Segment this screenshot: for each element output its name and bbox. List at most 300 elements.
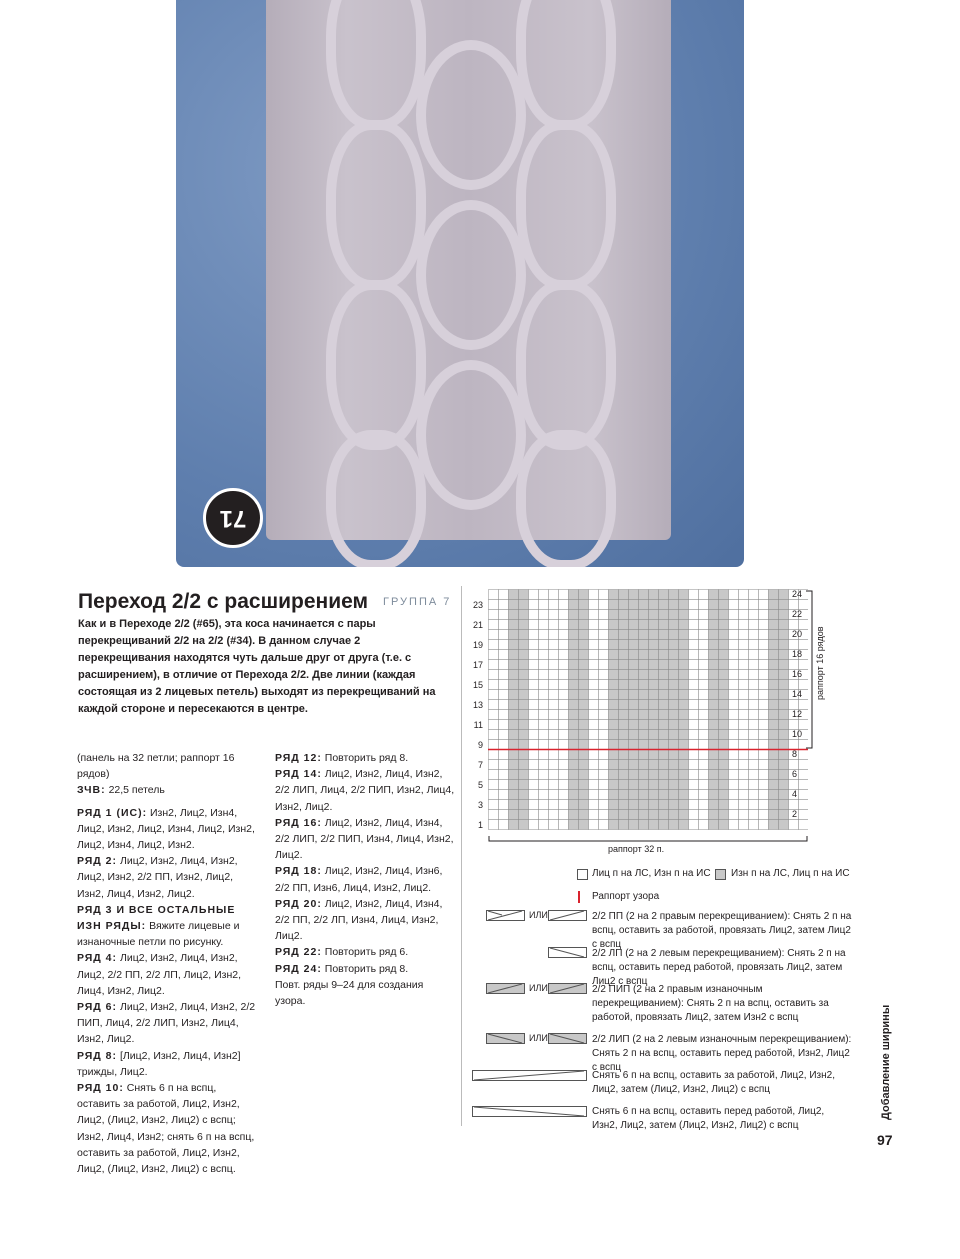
chart-cell	[509, 760, 519, 770]
chart-cell	[779, 690, 789, 700]
chart-cell	[709, 660, 719, 670]
chart-cell	[659, 820, 669, 830]
chart-cell	[769, 620, 779, 630]
chart-cell	[559, 740, 569, 750]
chart-cell	[779, 750, 789, 760]
chart-cell	[749, 710, 759, 720]
chart-cell	[569, 640, 579, 650]
chart-cell	[499, 680, 509, 690]
chart-cell	[549, 710, 559, 720]
chart-cell	[669, 760, 679, 770]
chart-cell	[659, 720, 669, 730]
chart-cell	[489, 680, 499, 690]
chart-cell	[539, 780, 549, 790]
column-divider	[461, 586, 462, 1126]
row-instruction: РЯД 24: Повторить ряд 8.	[275, 962, 409, 975]
chart-cell	[629, 670, 639, 680]
chart-cell	[589, 690, 599, 700]
chart-cell	[689, 670, 699, 680]
chart-cell	[679, 590, 689, 600]
chart-cell	[579, 640, 589, 650]
chart-cell	[549, 590, 559, 600]
chart-cell	[499, 660, 509, 670]
chart-cell	[659, 640, 669, 650]
chart-cell	[499, 740, 509, 750]
chart-cell	[779, 670, 789, 680]
chart-cell	[609, 600, 619, 610]
chart-cell	[769, 810, 779, 820]
chart-cell	[769, 730, 779, 740]
chart-cell	[709, 590, 719, 600]
chart-cell	[779, 780, 789, 790]
row-number: 17	[472, 660, 483, 670]
chart-cell	[729, 610, 739, 620]
chart-cell	[619, 650, 629, 660]
chart-cell	[509, 610, 519, 620]
chart-cell	[499, 760, 509, 770]
chart-cell	[629, 700, 639, 710]
chart-cell	[549, 650, 559, 660]
chart-cell	[629, 770, 639, 780]
chart-cell	[509, 800, 519, 810]
chart-cell	[519, 670, 529, 680]
chart-cell	[769, 750, 779, 760]
chart-cell	[609, 780, 619, 790]
cable-6-6-lc-icon	[472, 1106, 588, 1118]
chart-cell	[489, 600, 499, 610]
chart-cell	[579, 730, 589, 740]
chart-cell	[549, 610, 559, 620]
chart-cell	[729, 710, 739, 720]
chart-cell	[609, 720, 619, 730]
chart-cell	[649, 770, 659, 780]
row-number: 19	[472, 640, 483, 650]
chart-cell	[779, 800, 789, 810]
chart-cell	[519, 620, 529, 630]
legend-2-2-rc: 2/2 ПП (2 на 2 правым перекрещиванием): Снять 2 п на вспц, оставить за работой, провязать Лиц2, затем Лиц2 с вспц	[592, 911, 852, 950]
chart-cell	[629, 600, 639, 610]
chart-cell	[749, 640, 759, 650]
chart-cell	[519, 600, 529, 610]
repeat-32-stitches-label: раппорт 32 п.	[608, 844, 665, 854]
purl-symbol-icon	[715, 869, 726, 880]
chart-cell	[709, 700, 719, 710]
chart-cell	[579, 790, 589, 800]
chart-cell	[729, 660, 739, 670]
chart-cell	[759, 780, 769, 790]
chart-cell	[579, 720, 589, 730]
row-number: 15	[472, 680, 483, 690]
chart-cell	[499, 800, 509, 810]
chart-cell	[489, 750, 499, 760]
chart-cell	[489, 640, 499, 650]
cable-shape	[516, 280, 616, 450]
chart-cell	[519, 610, 529, 620]
chart-cell	[649, 740, 659, 750]
chart-cell	[589, 820, 599, 830]
chart-cell	[679, 670, 689, 680]
chart-cell	[709, 730, 719, 740]
chart-cell	[709, 620, 719, 630]
chart-cell	[659, 610, 669, 620]
chart-cell	[659, 770, 669, 780]
chart-cell	[629, 690, 639, 700]
chart-cell	[619, 690, 629, 700]
row-instruction: РЯД 1 (ИС): Изн2, Лиц2, Изн4, Лиц2, Изн2, Лиц2, Изн4, Лиц2, Изн2, Лиц2, Изн4, Лиц2, Изн2.	[77, 806, 255, 852]
chart-cell	[699, 800, 709, 810]
chart-cell	[739, 760, 749, 770]
chart-cell	[589, 660, 599, 670]
chart-cell	[719, 690, 729, 700]
chart-cell	[699, 780, 709, 790]
chart-cell	[489, 820, 499, 830]
chart-cell	[789, 780, 799, 790]
chart-cell	[509, 750, 519, 760]
chart-cell	[609, 730, 619, 740]
cable-shape	[326, 0, 426, 130]
chart-cell	[529, 660, 539, 670]
chart-cell	[759, 610, 769, 620]
chart-cell	[529, 800, 539, 810]
row-number: 12	[792, 709, 803, 719]
chart-cell	[739, 620, 749, 630]
chart-cell	[699, 680, 709, 690]
chart-cell	[769, 660, 779, 670]
chart-cell	[599, 750, 609, 760]
chart-cell	[659, 780, 669, 790]
chart-cell	[569, 780, 579, 790]
chart-cell	[589, 730, 599, 740]
chart-cell	[689, 700, 699, 710]
chart-cell	[569, 820, 579, 830]
chart-cell	[669, 730, 679, 740]
chart-cell	[729, 790, 739, 800]
chart-cell	[699, 710, 709, 720]
chart-cell	[669, 810, 679, 820]
chart-cell	[619, 630, 629, 640]
chart-cell	[559, 750, 569, 760]
chart-cell	[529, 770, 539, 780]
chart-cell	[619, 760, 629, 770]
chart-cell	[779, 740, 789, 750]
chart-cell	[699, 810, 709, 820]
chart-cell	[519, 590, 529, 600]
chart-cell	[739, 810, 749, 820]
row-instruction: РЯД 6: Лиц2, Изн2, Лиц4, Изн2, 2/2 ПИП, Лиц4, 2/2 ЛИП, Изн2, Лиц4, Изн2, Лиц2.	[77, 1001, 256, 1046]
chart-cell	[579, 680, 589, 690]
chart-cell	[689, 780, 699, 790]
row-number: 6	[792, 769, 798, 779]
chart-cell	[799, 790, 809, 800]
chart-cell	[719, 820, 729, 830]
chart-cell	[599, 790, 609, 800]
row-number: 20	[792, 629, 803, 639]
chart-cell	[519, 710, 529, 720]
chart-cell	[609, 590, 619, 600]
chart-cell	[489, 590, 499, 600]
chart-cell	[679, 630, 689, 640]
chart-cell	[549, 760, 559, 770]
chart-cell	[709, 740, 719, 750]
chart-cell	[779, 700, 789, 710]
chart-cell	[559, 710, 569, 720]
chart-cell	[649, 700, 659, 710]
chart-cell	[609, 610, 619, 620]
chart-cell	[749, 780, 759, 790]
chart-cell	[759, 760, 769, 770]
chart-cell	[619, 670, 629, 680]
chart-cell	[739, 710, 749, 720]
chart-cell	[679, 610, 689, 620]
chart-cell	[529, 730, 539, 740]
chart-cell	[519, 770, 529, 780]
chart-cell	[689, 690, 699, 700]
chart-cell	[659, 650, 669, 660]
chart-cell	[579, 620, 589, 630]
chart-cell	[589, 710, 599, 720]
chart-cell	[579, 600, 589, 610]
chart-cell	[599, 630, 609, 640]
instructions-column-2	[275, 750, 455, 1009]
chart-cell	[719, 790, 729, 800]
chart-cell	[539, 590, 549, 600]
chart-cell	[769, 690, 779, 700]
chart-cell	[699, 750, 709, 760]
chart-cell	[759, 820, 769, 830]
chart-cell	[749, 740, 759, 750]
chart-cell	[629, 820, 639, 830]
chart-cell	[689, 600, 699, 610]
chart-cell	[559, 730, 569, 740]
chart-cell	[699, 790, 709, 800]
cable-shape	[416, 200, 526, 350]
chart-cell	[739, 600, 749, 610]
chart-cell	[779, 760, 789, 770]
chart-cell	[759, 700, 769, 710]
chart-cell	[709, 750, 719, 760]
chart-cell	[489, 660, 499, 670]
chart-cell	[689, 720, 699, 730]
chart-cell	[739, 800, 749, 810]
chart-cell	[619, 810, 629, 820]
chart-cell	[559, 760, 569, 770]
chart-cell	[669, 700, 679, 710]
chart-cell	[639, 790, 649, 800]
chart-cell	[689, 800, 699, 810]
chart-cell	[589, 780, 599, 790]
chart-cell	[679, 650, 689, 660]
chart-cell	[779, 660, 789, 670]
chart-cell	[779, 770, 789, 780]
chart-cell	[599, 660, 609, 670]
chart-cell	[739, 660, 749, 670]
chart-cell	[559, 800, 569, 810]
chart-cell	[559, 810, 569, 820]
chart-cell	[729, 620, 739, 630]
chart-cell	[689, 620, 699, 630]
chart-cell	[759, 600, 769, 610]
chart-cell	[539, 760, 549, 770]
chart-cell	[799, 760, 809, 770]
chart-cell	[689, 710, 699, 720]
chart-cell	[629, 630, 639, 640]
chart-cell	[489, 610, 499, 620]
chart-cell	[659, 760, 669, 770]
chart-cell	[669, 740, 679, 750]
chart-cell	[489, 650, 499, 660]
chart-cell	[719, 650, 729, 660]
chart-cell	[659, 690, 669, 700]
chart-cell	[669, 800, 679, 810]
chart-cell	[569, 680, 579, 690]
chart-cell	[489, 730, 499, 740]
chart-cell	[709, 610, 719, 620]
chart-cell	[649, 670, 659, 680]
chart-cell	[789, 820, 799, 830]
chart-cell	[489, 620, 499, 630]
chart-cell	[719, 750, 729, 760]
chart-cell	[639, 640, 649, 650]
pattern-title: Переход 2/2 с расширением	[78, 590, 369, 613]
row-number: 11	[473, 720, 483, 730]
chart-cell	[679, 730, 689, 740]
chart-cell	[709, 780, 719, 790]
chart-cell	[709, 770, 719, 780]
chart-cell	[659, 680, 669, 690]
chart-cell	[769, 700, 779, 710]
chart-cell	[769, 720, 779, 730]
chart-cell	[699, 610, 709, 620]
chart-cell	[569, 710, 579, 720]
chart-cell	[699, 660, 709, 670]
chart-cell	[489, 630, 499, 640]
chart-cell	[559, 630, 569, 640]
row-number: 10	[792, 729, 803, 739]
chart-cell	[609, 680, 619, 690]
chart-cell	[659, 740, 669, 750]
chart-cell	[629, 680, 639, 690]
chart-cell	[689, 770, 699, 780]
chart-cell	[509, 770, 519, 780]
chart-cell	[759, 690, 769, 700]
chart-cell	[659, 730, 669, 740]
chart-cell	[599, 610, 609, 620]
chart-cell	[529, 720, 539, 730]
chart-cell	[759, 790, 769, 800]
row-number: 23	[472, 600, 483, 610]
chart-cell	[759, 670, 769, 680]
stitch-chart	[488, 589, 808, 831]
chart-cell	[509, 780, 519, 790]
chart-cell	[759, 750, 769, 760]
chart-cell	[519, 740, 529, 750]
chart-cell	[669, 790, 679, 800]
chart-cell	[509, 810, 519, 820]
chart-cell	[799, 810, 809, 820]
chart-cell	[649, 810, 659, 820]
chart-cell	[759, 590, 769, 600]
chart-cell	[749, 820, 759, 830]
chart-cell	[539, 630, 549, 640]
chart-cell	[549, 700, 559, 710]
chart-cell	[569, 760, 579, 770]
chart-cell	[629, 610, 639, 620]
chart-cell	[599, 740, 609, 750]
chart-cell	[549, 790, 559, 800]
legend-knit: Лиц п на ЛС, Изн п на ИС	[592, 868, 711, 879]
chart-cell	[709, 670, 719, 680]
chart-cell	[559, 790, 569, 800]
chart-cell	[769, 770, 779, 780]
chart-cell	[659, 790, 669, 800]
chart-cell	[589, 630, 599, 640]
chart-cell	[549, 630, 559, 640]
chart-cell	[709, 600, 719, 610]
chart-cell	[499, 810, 509, 820]
chart-cell	[589, 700, 599, 710]
chart-cell	[549, 600, 559, 610]
chart-cell	[719, 720, 729, 730]
chart-cell	[589, 650, 599, 660]
chart-cell	[529, 600, 539, 610]
chart-cell	[589, 760, 599, 770]
chart-cell	[789, 740, 799, 750]
chart-cell	[729, 670, 739, 680]
chart-cell	[729, 600, 739, 610]
chart-cell	[609, 630, 619, 640]
chart-cell	[639, 740, 649, 750]
chart-cell	[729, 720, 739, 730]
chart-cell	[519, 730, 529, 740]
legend-purl: Изн п на ЛС, Лиц п на ИС	[731, 868, 850, 879]
chart-cell	[519, 780, 529, 790]
chart-cell	[549, 750, 559, 760]
chart-cell	[659, 630, 669, 640]
chart-cell	[489, 690, 499, 700]
chart-cell	[779, 610, 789, 620]
row-number: 2	[792, 809, 798, 819]
gauge: ЗЧВ: 22,5 петель	[77, 784, 165, 797]
cable-6-6-rc-icon	[472, 1070, 588, 1082]
chart-cell	[599, 640, 609, 650]
chart-cell	[689, 790, 699, 800]
chart-cell	[599, 810, 609, 820]
chart-cell	[509, 590, 519, 600]
chart-cell	[779, 710, 789, 720]
chart-cell	[569, 590, 579, 600]
chart-cell	[779, 680, 789, 690]
chart-cell	[609, 770, 619, 780]
chart-cell	[729, 650, 739, 660]
chart-cell	[769, 650, 779, 660]
chart-cell	[669, 610, 679, 620]
chart-cell	[749, 660, 759, 670]
chart-cell	[549, 800, 559, 810]
chart-cell	[579, 650, 589, 660]
chart-cell	[789, 660, 799, 670]
row-number: 24	[792, 589, 803, 599]
chart-cell	[759, 770, 769, 780]
chart-cell	[749, 670, 759, 680]
chart-cell	[559, 690, 569, 700]
chart-cell	[689, 660, 699, 670]
chart-cell	[599, 620, 609, 630]
chart-cell	[719, 770, 729, 780]
chart-cell	[699, 650, 709, 660]
chart-cell	[689, 650, 699, 660]
chart-cell	[699, 730, 709, 740]
chart-cell	[689, 590, 699, 600]
